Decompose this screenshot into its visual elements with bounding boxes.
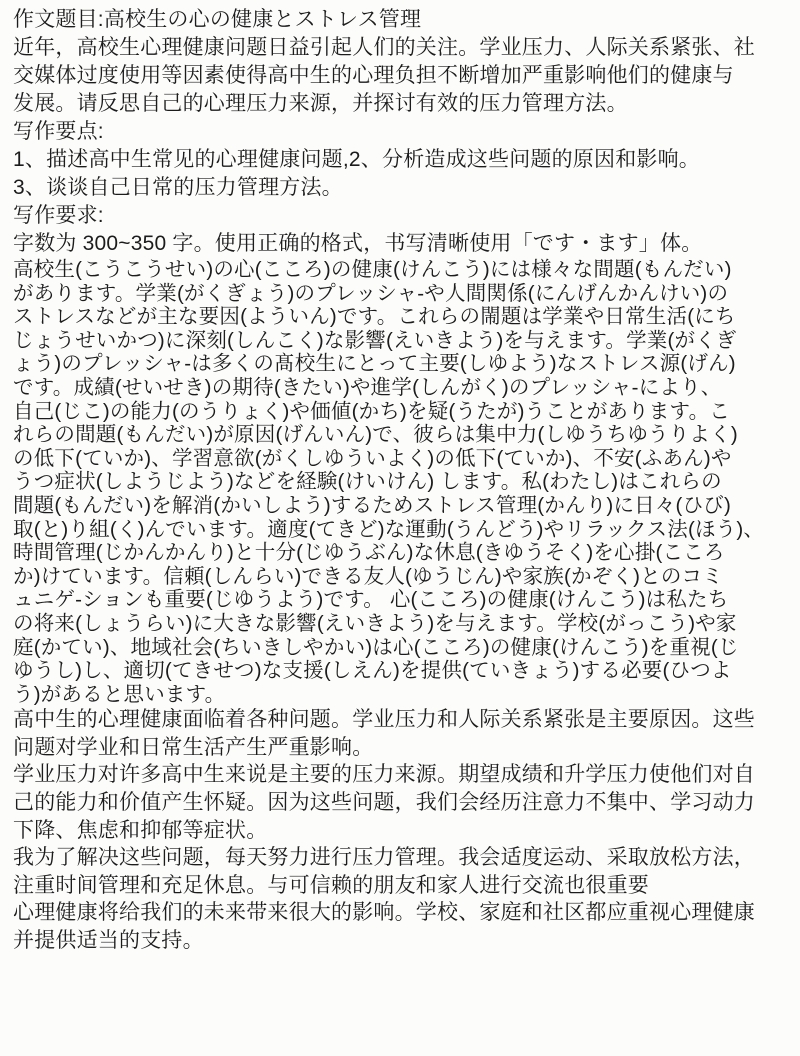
japanese-essay-section [13, 258, 792, 706]
chinese-translation-section [13, 706, 792, 954]
essay-line: う)があると思います。 [13, 682, 226, 706]
essay-line: の低下(ていか)、学習意欲(がくしゆういよく)の低下(ていか)、不安(ふあん)や [13, 446, 732, 470]
translation-line: 学业压力对许多高中生来说是主要的压力来源。期望成绩和升学压力使他们对自 [13, 763, 755, 787]
point-line: 3、谈谈自己日常的压力管理方法。 [13, 176, 343, 199]
essay-line: ストレスなどが主な要因(よういん)です。これらの閙題は学業や日常生活(にち [13, 305, 736, 329]
essay-line: 時間管理(じかんかんり)と十分(じゆうぶん)な休息(きゆうそく)を心掛(こころ [13, 541, 725, 565]
intro-paragraph [13, 34, 792, 118]
essay-line: の将来(しょうらい)に大きな影響(えいきよう)を与えます。学校(がっこう)や家 [13, 611, 737, 635]
essay-line: か)けています。信頼(しんらい)できる友人(ゆうじん)や家族(かぞく)とのコミ [13, 564, 723, 588]
translation-line: 并提供适当的支持。 [13, 929, 204, 953]
essay-line: ュニゲ-ションも重要(じゆうよう)です。 心(こころ)の健康(けんこう)は私たち [13, 588, 729, 612]
essay-line: です。成績(せいせき)の期待(きたい)や進学(しんがく)のプレッシャ-により、 [13, 375, 722, 399]
translation-line: 心理健康将给我们的未来带来很大的影响。学校、家庭和社区都应重视心理健康 [13, 901, 755, 925]
essay-line: 庭(かてい)、地域社会(ちいきしやかい)は心(こころ)の健康(けんこう)を重視(じ [13, 635, 739, 659]
translation-line: 下降、焦虑和抑郁等症状。 [13, 818, 268, 842]
essay-line: 自己(じこ)の能力(のうりょく)や価値(かち)を疑(うたが)うことがあります。こ [13, 399, 730, 423]
requirements-heading: 写作要求: [13, 204, 104, 227]
chinese-translation [13, 706, 792, 954]
japanese-essay [13, 258, 792, 706]
translation-line: 高中生的心理健康面临着各种问题。学业压力和人际关系紧张是主要原因。这些 [13, 708, 755, 732]
intro-line: 发展。请反思自己的心理压力来源，并探讨有效的压力管理方法。 [13, 92, 628, 115]
prompt-section [13, 6, 792, 258]
essay-line: うつ症状(しようじよう)などを経験(けいけん) します。私(わたし)はこれらの [13, 470, 722, 494]
translation-line: 问题对学业和日常生活产生严重影响。 [13, 735, 374, 759]
requirements-text: 字数为 300~350 字。使用正确的格式，书写清晰使用「です・ます」体。 [13, 232, 703, 255]
points-heading: 写作要点: [13, 120, 104, 143]
points-list [13, 146, 792, 202]
translation-line: 我为了解决这些问题，每天努力进行压力管理。我会适度运动、采取放松方法， [13, 846, 755, 870]
essay-line: 取(と)り組(く)んでいます。適度(てきど)な運動(うんどう)やリラックス法(ほう)、 [13, 517, 765, 541]
essay-line: じょうせいかつ)に深刻(しんこく)な影響(えいきよう)を与えます。学業(がくぎ [13, 328, 737, 352]
essay-line: ょう)のプレッシャ-は多くの髙校生にとって主要(しゆよう)なストレス源(げん) [13, 352, 736, 376]
essay-line: 間題(もんだい)を解消(かいしよう)するためストレス管理(かんり)に日々(ひび) [13, 493, 731, 517]
intro-line: 交媒体过度使用等因素使得高中生的心理负担不断增加严重影响他们的健康与 [13, 64, 734, 87]
essay-line: れらの間題(もんだい)が原因(げんいん)で、彼らは集中力(しゆうちゆうりよく) [13, 423, 738, 447]
essay-line: があります。学業(がくぎょう)のプレッシャ-や人間関係(にんげんかんけい)の [13, 281, 729, 305]
essay-line: 高校生(こうこうせい)の心(こころ)の健康(けんこう)には様々な間題(もんだい) [13, 258, 732, 281]
essay-line: ゆうし)し、適切(てきせつ)な支援(しえん)を提供(ていきょう)する必要(ひつよ [13, 659, 732, 683]
point-line: 1、描述高中生常见的心理健康问题,2、分析造成这些问题的原因和影响。 [13, 148, 700, 171]
intro-line: 近年，高校生心理健康问题日益引起人们的关注。学业压力、人际关系紧张、社 [13, 36, 755, 59]
translation-line: 注重时间管理和充足休息。与可信赖的朋友和家人进行交流也很重要 [13, 873, 649, 897]
essay-title: 作文题目:高校生の心の健康とストレス管理 [13, 8, 422, 31]
translation-line: 己的能力和价值产生怀疑。因为这些问题，我们会经历注意力不集中、学习动力 [13, 791, 755, 815]
